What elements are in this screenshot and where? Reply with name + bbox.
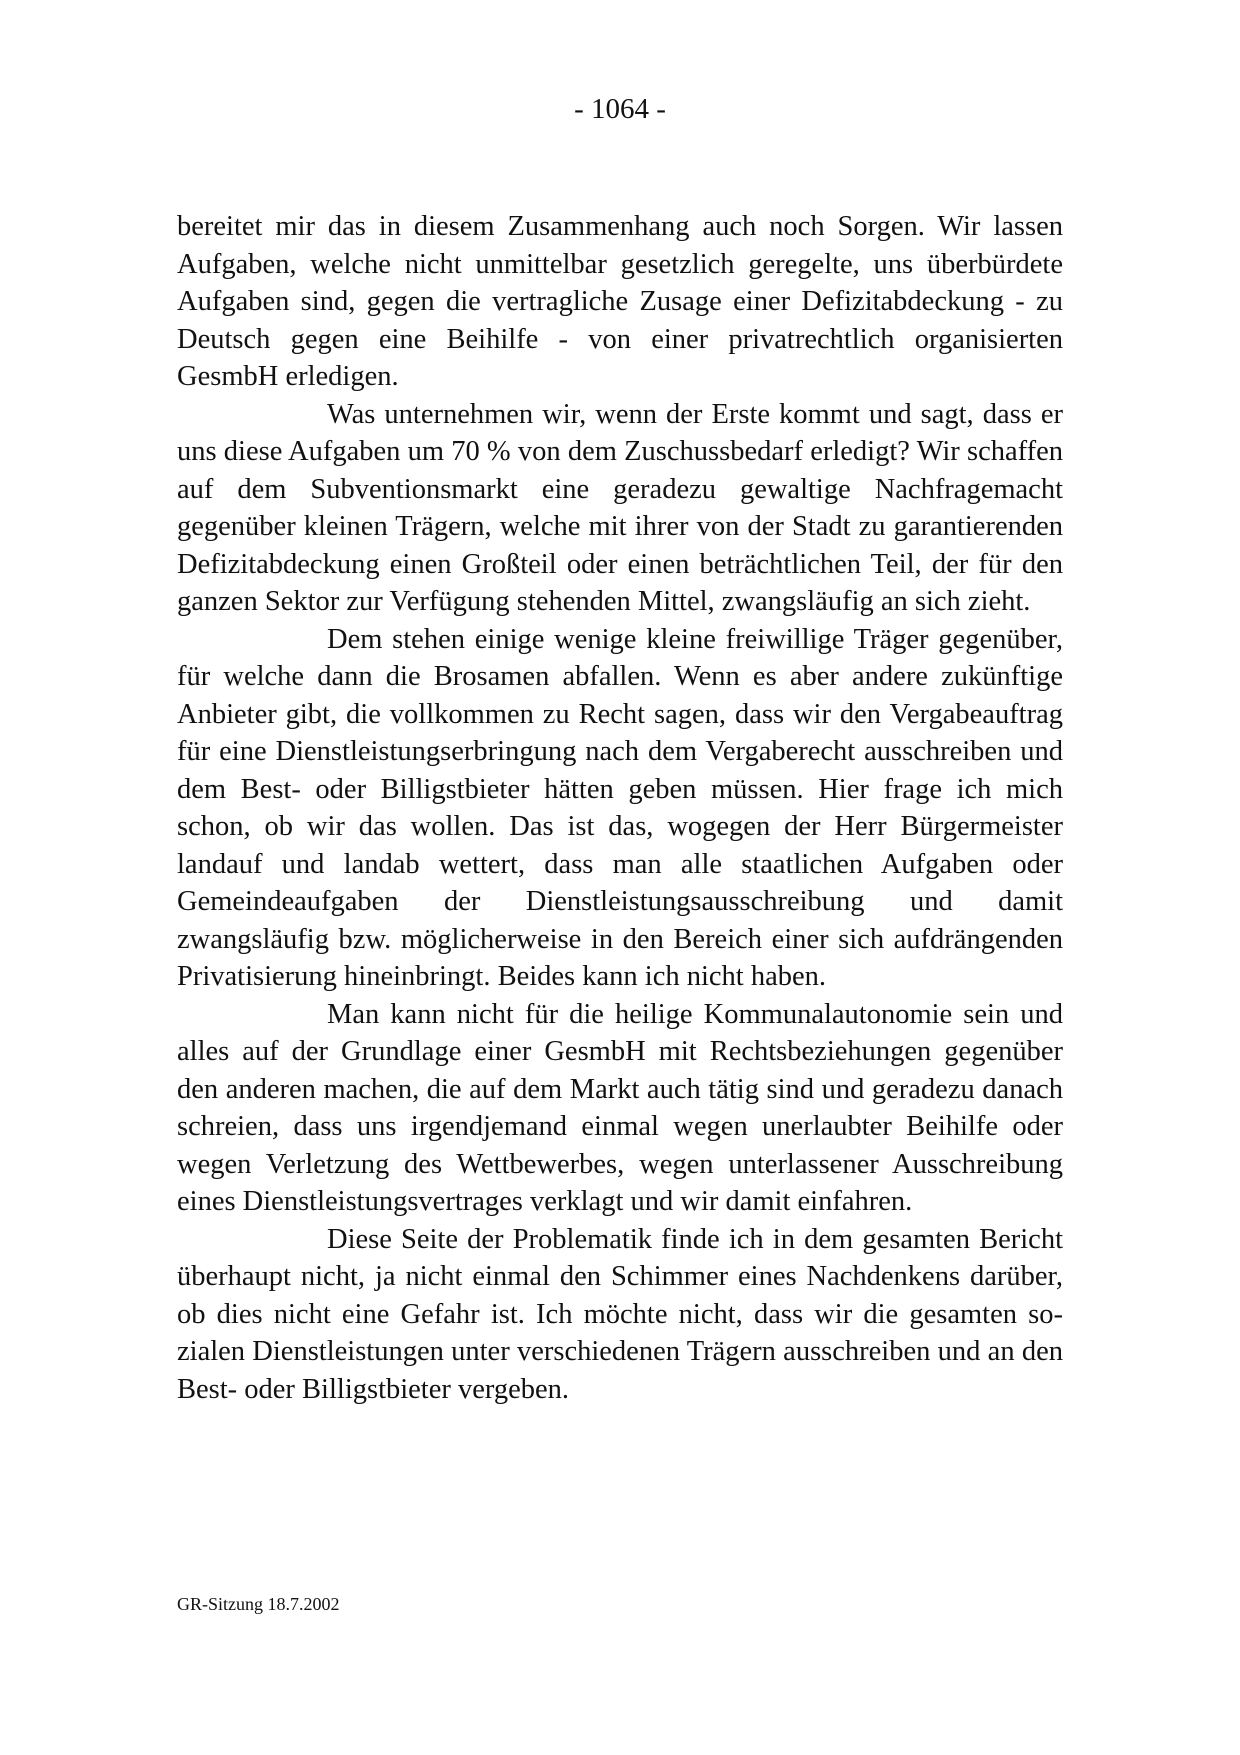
footer-session-label: GR-Sitzung 18.7.2002 xyxy=(177,1594,340,1614)
paragraph: Was unternehmen wir, wenn der Erste kommt und sagt, dass er uns diese Aufgaben um 70 % von dem Zuschussbedarf erledigt? Wir schaffen auf dem Subventionsmarkt eine geradezu gewaltige Nachfragemacht gegenüber kleinen Trägern, welche mit ihrer von der Stadt zu garantierenden Defizitabdeckung einen Großteil oder einen beträchtlichen Teil, der für den ganzen Sektor zur Verfügung stehenden Mittel, zwangsläufig an sich zieht. xyxy=(177,398,1063,617)
paragraph: Man kann nicht für die heilige Kommunalautonomie sein und alles auf der Grundlage einer GesmbH mit Rechtsbeziehungen gegenüber den anderen machen, die auf dem Markt auch tätig sind und geradezu danach schreien, dass uns irgendjemand einmal wegen unerlaubter Beihilfe oder wegen Verletzung des Wettbewerbes, wegen unterlassener Ausschreibung eines Dienstleistungsvertrages verklagt und wir damit einfahren. xyxy=(177,998,1063,1217)
paragraph: Diese Seite der Problematik finde ich in dem gesamten Bericht überhaupt nicht, ja nicht einmal den Schimmer eines Nachdenkens darüber, ob dies nicht eine Gefahr ist. Ich möchte nicht, dass wir die gesamten sozialen Dienstleistungen unter verschiedenen Trägern ausschreiben und an den Best- oder Billigstbieter vergeben. xyxy=(177,1223,1063,1405)
page-number: - 1064 - xyxy=(574,93,666,125)
paragraph: bereitet mir das in diesem Zusammenhang auch noch Sorgen. Wir lassen Aufgaben, welche nicht unmittelbar gesetzlich geregelte, uns überbürdete Aufgaben sind, gegen die vertragliche Zusage einer Defizitabdeckung - zu Deutsch gegen eine Beihilfe - von einer privatrechtlich organisierten GesmbH erledigen. xyxy=(177,211,1063,392)
paragraph: Dem stehen einige wenige kleine freiwillige Träger gegenüber, für welche dann die Brosamen abfallen. Wenn es aber andere zukünftige Anbieter gibt, die vollkommen zu Recht sagen, dass wir den Vergabeauftrag für eine Dienstleistungserbringung nach dem Vergaberecht ausschreiben und dem Best- oder Billigstbieter hätten geben müssen. Hier frage ich mich schon, ob wir das wollen. Das ist das, wogegen der Herr Bürgermeister landauf und landab wettert, dass man alle staatlichen Aufgaben oder Gemeindeaufgaben der Dienstleistungsausschreibung und damit zwangsläufig bzw. möglicherweise in den Bereich einer sich aufdrängenden Privatisierung hineinbringt. Beides kann ich nicht haben. xyxy=(177,623,1063,992)
document-body xyxy=(177,208,1063,1408)
